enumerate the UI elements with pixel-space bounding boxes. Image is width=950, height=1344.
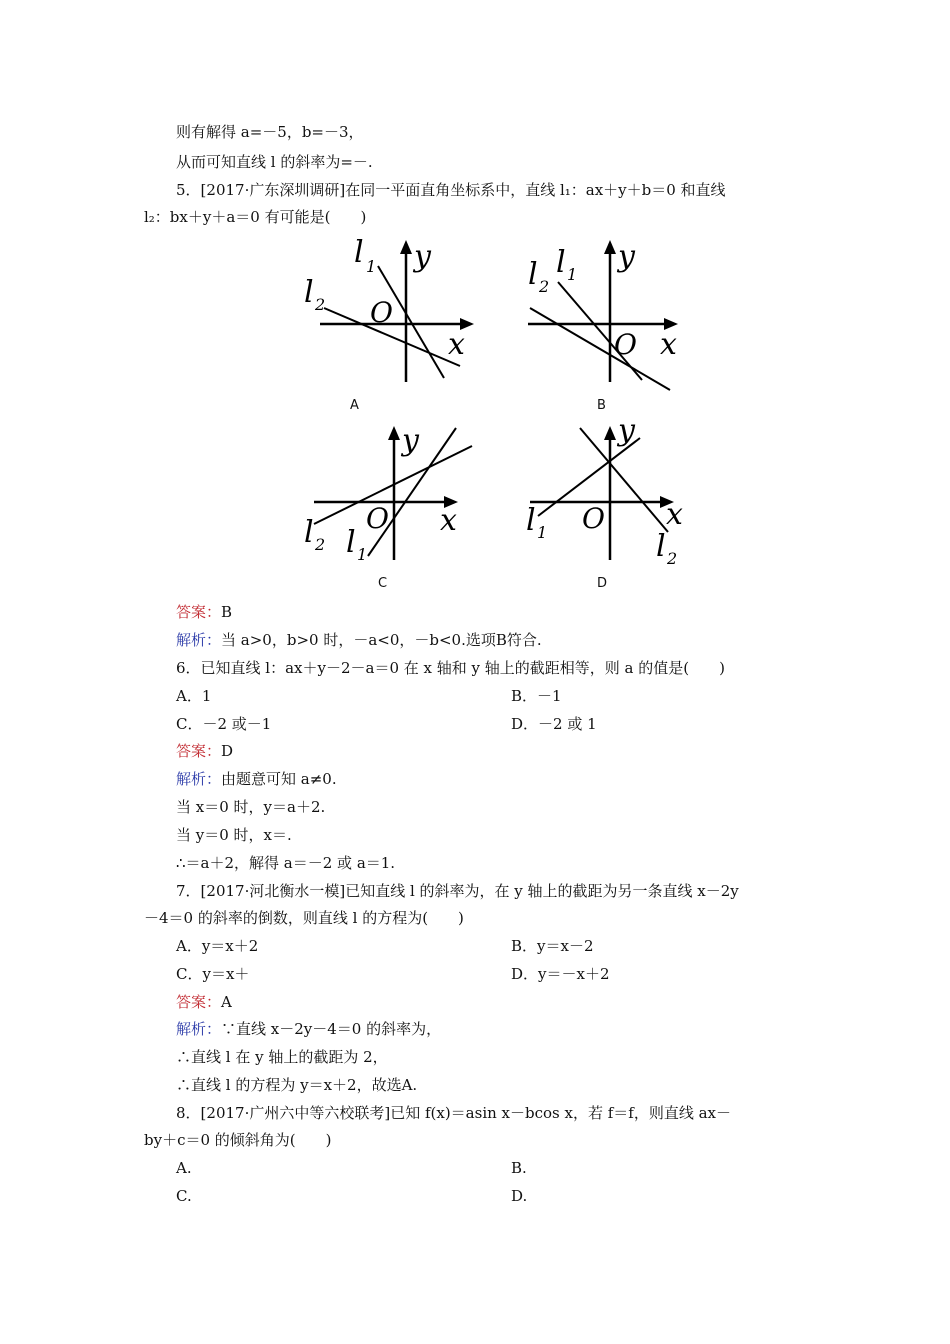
question-6: 6．已知直线 l：ax＋y－2－a＝0 在 x 轴和 y 轴上的截距相等，则 a 的值是( ) — [176, 659, 725, 677]
line-l1-label: l — [526, 503, 536, 538]
analysis-label: 解析： — [176, 1020, 222, 1038]
graph-c — [298, 420, 488, 570]
graph-caption: A — [350, 398, 359, 413]
text-line: 则有解得 a=－5，b=－3， — [176, 123, 364, 141]
analysis-label: 解析： — [176, 770, 222, 788]
answer-value: A — [221, 993, 232, 1011]
line-l1-subscript: 1 — [537, 523, 548, 542]
analysis-text: 当 a>0，b>0 时，－a<0，－b<0.选项B符合. — [221, 631, 542, 649]
option-d: D．y＝－x＋2 — [511, 965, 610, 983]
question-7: 7．[2017·河北衡水一模]已知直线 l 的斜率为，在 y 轴上的截距为另一条直线 x－2y — [176, 882, 739, 900]
answer-value: B — [221, 603, 233, 621]
analysis-text: ∵直线 x－2y－4＝0 的斜率为， — [221, 1020, 442, 1038]
line-l2-subscript: 2 — [539, 277, 550, 296]
text-line: 从而可知直线 l 的斜率为=－. — [176, 153, 373, 171]
line-l2-label: l — [304, 515, 314, 550]
option-d: D．－2 或 1 — [511, 715, 597, 733]
option-b: B．y＝x－2 — [511, 937, 594, 955]
line-l1-label: l — [354, 235, 364, 270]
text-line: ∴直线 l 在 y 轴上的截距为 2， — [176, 1048, 388, 1066]
option-a: A．y＝x＋2 — [176, 937, 259, 955]
line-l1-subscript: 1 — [567, 265, 578, 284]
option-c: C．y＝x＋ — [176, 965, 250, 983]
line-l1-label: l — [556, 245, 566, 280]
option-b: B. — [511, 1159, 527, 1177]
origin-label: O — [370, 296, 393, 329]
graph-a — [298, 232, 480, 392]
graph-caption: B — [597, 398, 606, 413]
x-axis-label: x — [440, 503, 457, 538]
graph-d — [518, 420, 698, 570]
text-line: ∴直线 l 的方程为 y＝x＋2，故选A. — [176, 1076, 418, 1094]
analysis-6 — [176, 769, 337, 789]
option-a: A．1 — [176, 687, 212, 705]
analysis-label: 解析： — [176, 631, 222, 649]
line-l2-subscript: 2 — [315, 295, 326, 314]
line-l2-label: l — [528, 257, 538, 292]
answer-label: 答案： — [176, 993, 222, 1011]
x-axis-label: x — [448, 327, 465, 362]
question-5: 5．[2017·广东深圳调研]在同一平面直角坐标系中，直线 l₁：ax＋y＋b＝0 和直线 — [176, 181, 726, 199]
origin-label: O — [614, 328, 637, 361]
option-d: D. — [511, 1187, 528, 1205]
analysis-text: 由题意可知 a≠0. — [221, 770, 337, 788]
option-a: A. — [176, 1159, 192, 1177]
graph-caption: C — [378, 576, 388, 591]
x-axis-label: x — [666, 497, 683, 532]
text-line: －4＝0 的斜率的倒数，则直线 l 的方程为( ) — [144, 909, 464, 927]
line-l2-subscript: 2 — [315, 535, 326, 554]
line-l1-subscript: 1 — [366, 257, 377, 276]
line-l2-label: l — [656, 529, 666, 564]
answer-6 — [176, 741, 233, 761]
line-l1-subscript: 1 — [357, 545, 368, 564]
analysis-7 — [176, 1019, 441, 1039]
text-line: by＋c＝0 的倾斜角为( ) — [144, 1131, 332, 1149]
y-axis-label: y — [618, 239, 635, 274]
option-c: C．－2 或－1 — [176, 715, 272, 733]
option-b: B．－1 — [511, 687, 562, 705]
answer-7 — [176, 992, 232, 1012]
line-l2-subscript: 2 — [667, 549, 678, 568]
x-axis-label: x — [660, 327, 677, 362]
line-l2-label: l — [304, 275, 314, 310]
y-axis-label: y — [402, 423, 419, 458]
y-axis-label: y — [414, 239, 431, 274]
text-line: 当 y＝0 时，x＝. — [176, 826, 292, 844]
answer-5 — [176, 602, 232, 622]
graph-caption: D — [597, 576, 608, 591]
origin-label: O — [366, 502, 389, 535]
y-axis-label: y — [618, 420, 635, 448]
origin-label: O — [582, 502, 605, 535]
question-8: 8．[2017·广州六中等六校联考]已知 f(x)＝asin x－bcos x，若 f＝f，则直线 ax－ — [176, 1104, 732, 1122]
answer-label: 答案： — [176, 742, 222, 760]
graph-b — [520, 232, 702, 392]
option-c: C. — [176, 1187, 192, 1205]
line-l1-label: l — [346, 525, 356, 560]
answer-label: 答案： — [176, 603, 222, 621]
analysis-5 — [176, 630, 542, 650]
answer-value: D — [221, 742, 234, 760]
text-line: 当 x＝0 时，y＝a＋2. — [176, 798, 326, 816]
text-line: ∴＝a＋2，解得 a＝－2 或 a＝1. — [176, 854, 396, 872]
text-line: l₂：bx＋y＋a＝0 有可能是( ) — [144, 208, 367, 226]
